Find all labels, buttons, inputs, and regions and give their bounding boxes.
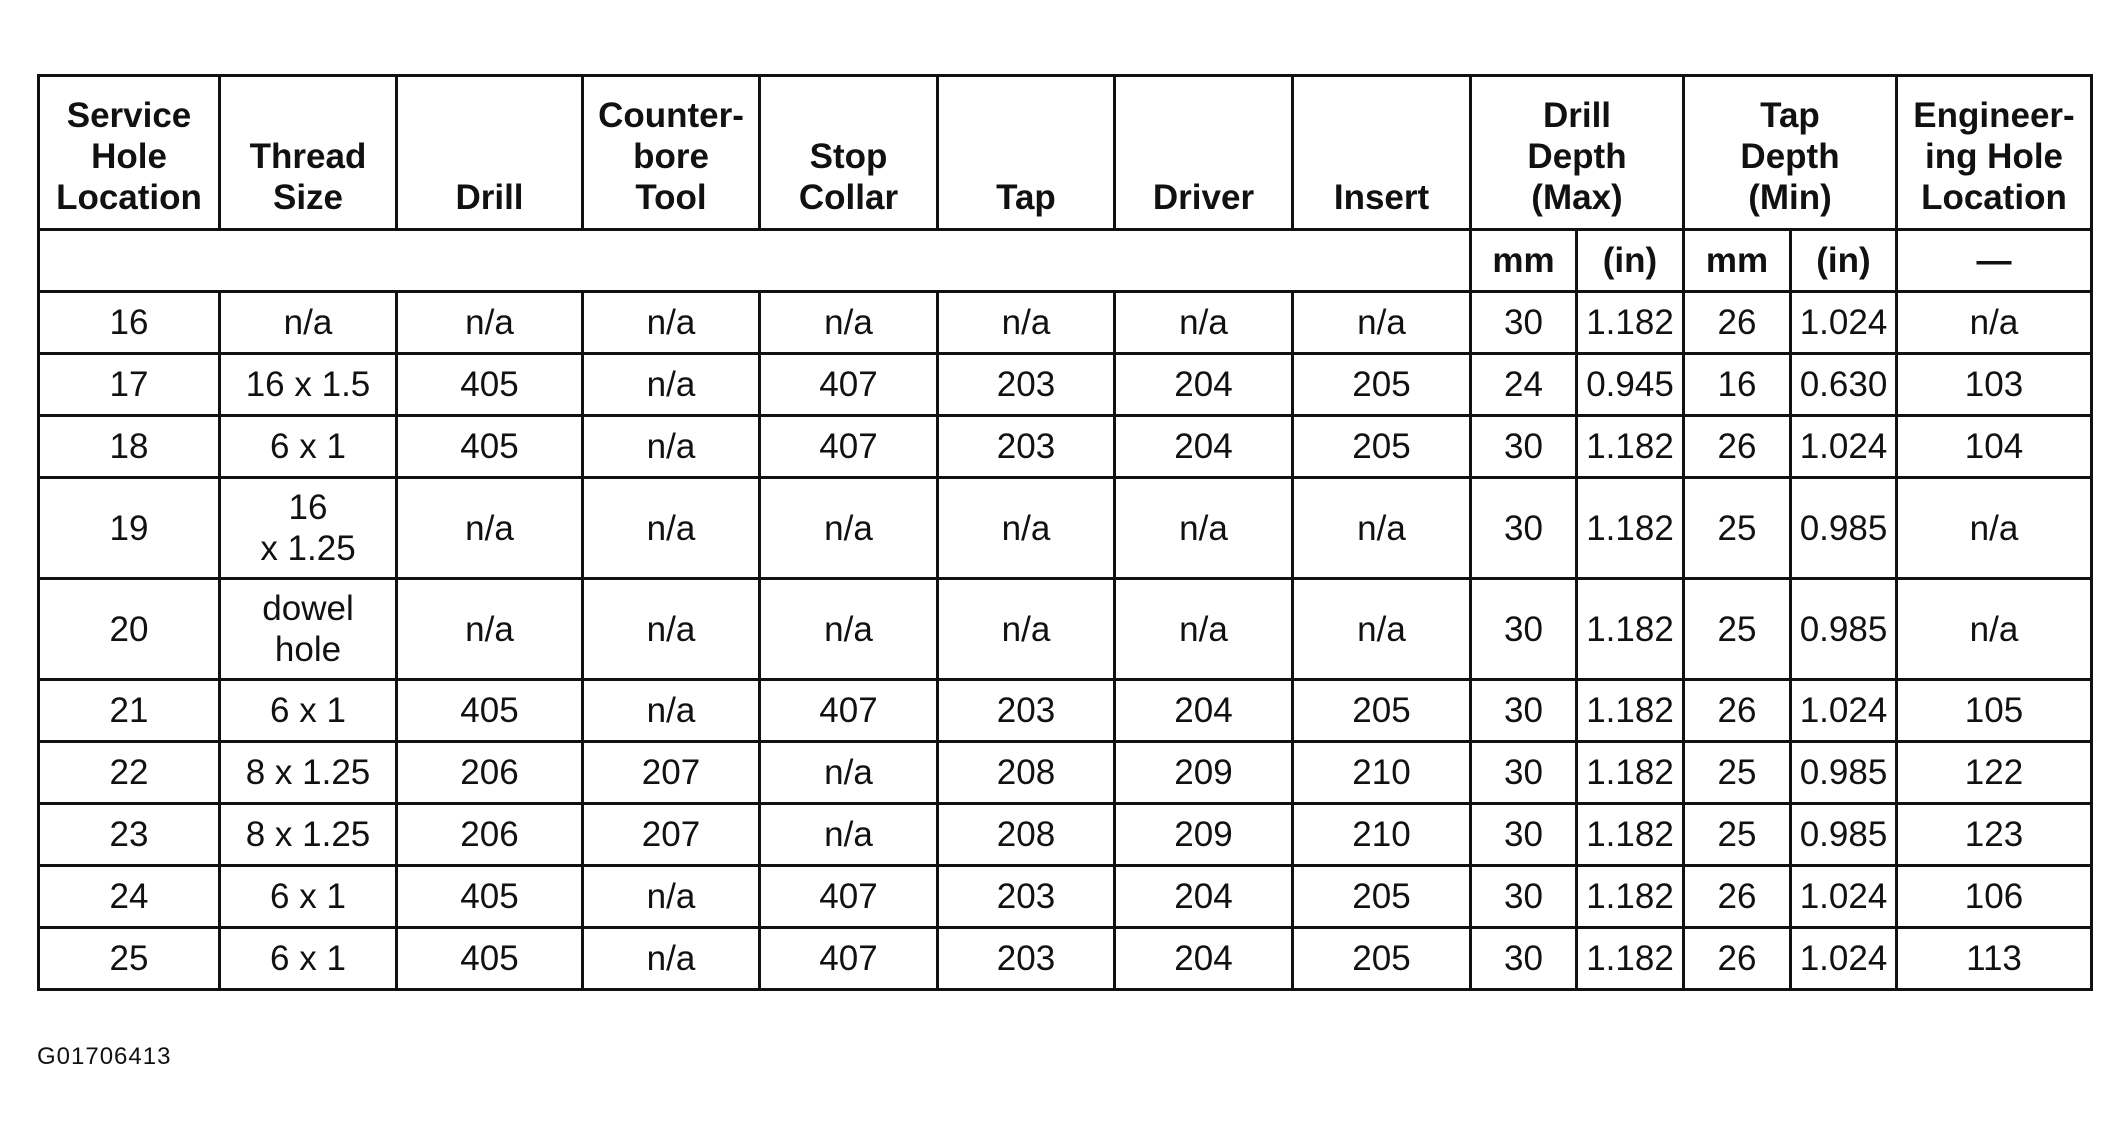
cell-engineering-hole-location: 105: [1897, 680, 2092, 742]
cell-insert: n/a: [1293, 292, 1471, 354]
table-row: [39, 928, 2092, 990]
table-row: [39, 680, 2092, 742]
cell-counterbore-tool: n/a: [583, 928, 760, 990]
cell-drill-depth-in: 1.182: [1577, 478, 1684, 579]
cell-engineering-hole-location: 104: [1897, 416, 2092, 478]
cell-drill-depth-mm: 30: [1471, 928, 1577, 990]
header-driver: Driver: [1115, 76, 1293, 230]
cell-tap-depth-in: 0.985: [1791, 478, 1897, 579]
header-insert: Insert: [1293, 76, 1471, 230]
cell-drill-depth-in: 1.182: [1577, 742, 1684, 804]
cell-tap-depth-mm: 25: [1684, 742, 1791, 804]
unit-tap-depth-in: (in): [1791, 230, 1897, 292]
cell-insert: 205: [1293, 928, 1471, 990]
unit-drill-depth-mm: mm: [1471, 230, 1577, 292]
cell-drill-depth-mm: 24: [1471, 354, 1577, 416]
cell-tap-depth-in: 1.024: [1791, 680, 1897, 742]
cell-drill: n/a: [397, 478, 583, 579]
cell-thread-size: 6 x 1: [220, 416, 397, 478]
cell-thread-size: 6 x 1: [220, 866, 397, 928]
cell-service-hole-location: 25: [39, 928, 220, 990]
cell-stop-collar: 407: [760, 680, 938, 742]
table-row: [39, 579, 2092, 680]
cell-thread-size: 16 x 1.5: [220, 354, 397, 416]
cell-tap-depth-mm: 26: [1684, 928, 1791, 990]
cell-insert: 205: [1293, 680, 1471, 742]
cell-engineering-hole-location: 123: [1897, 804, 2092, 866]
cell-counterbore-tool: n/a: [583, 680, 760, 742]
header-drill-depth-max: Drill Depth (Max): [1471, 76, 1684, 230]
cell-stop-collar: n/a: [760, 478, 938, 579]
cell-tap-depth-mm: 26: [1684, 292, 1791, 354]
cell-tap-depth-in: 0.985: [1791, 579, 1897, 680]
header-service-hole-location: Service Hole Location: [39, 76, 220, 230]
cell-stop-collar: 407: [760, 928, 938, 990]
cell-drill: 405: [397, 416, 583, 478]
unit-engineering-dash: —: [1897, 230, 2092, 292]
cell-drill-depth-mm: 30: [1471, 680, 1577, 742]
cell-driver: 204: [1115, 866, 1293, 928]
cell-tap-depth-in: 1.024: [1791, 928, 1897, 990]
cell-drill-depth-mm: 30: [1471, 478, 1577, 579]
cell-stop-collar: 407: [760, 416, 938, 478]
header-stop-collar: Stop Collar: [760, 76, 938, 230]
cell-drill-depth-mm: 30: [1471, 804, 1577, 866]
cell-tap-depth-in: 1.024: [1791, 292, 1897, 354]
header-counterbore-tool: Counter- bore Tool: [583, 76, 760, 230]
cell-drill-depth-mm: 30: [1471, 579, 1577, 680]
cell-tap-depth-mm: 26: [1684, 416, 1791, 478]
cell-tap-depth-mm: 25: [1684, 804, 1791, 866]
cell-drill-depth-mm: 30: [1471, 866, 1577, 928]
cell-tap-depth-mm: 26: [1684, 680, 1791, 742]
cell-engineering-hole-location: 122: [1897, 742, 2092, 804]
cell-drill-depth-in: 1.182: [1577, 579, 1684, 680]
cell-engineering-hole-location: n/a: [1897, 478, 2092, 579]
cell-drill-depth-mm: 30: [1471, 292, 1577, 354]
cell-drill: 206: [397, 742, 583, 804]
table-row: [39, 478, 2092, 579]
header-engineering-hole-location: Engineer- ing Hole Location: [1897, 76, 2092, 230]
cell-counterbore-tool: 207: [583, 804, 760, 866]
cell-driver: n/a: [1115, 292, 1293, 354]
cell-driver: n/a: [1115, 579, 1293, 680]
cell-drill-depth-in: 1.182: [1577, 928, 1684, 990]
units-row: [39, 230, 2092, 292]
cell-tap: 203: [938, 416, 1115, 478]
cell-counterbore-tool: n/a: [583, 292, 760, 354]
cell-service-hole-location: 19: [39, 478, 220, 579]
cell-driver: 204: [1115, 928, 1293, 990]
cell-drill: 405: [397, 680, 583, 742]
table-body: [39, 230, 2092, 990]
cell-insert: 205: [1293, 866, 1471, 928]
cell-thread-size: 8 x 1.25: [220, 804, 397, 866]
cell-service-hole-location: 22: [39, 742, 220, 804]
cell-engineering-hole-location: n/a: [1897, 292, 2092, 354]
cell-drill: 405: [397, 354, 583, 416]
cell-drill-depth-in: 0.945: [1577, 354, 1684, 416]
cell-counterbore-tool: n/a: [583, 416, 760, 478]
cell-insert: n/a: [1293, 579, 1471, 680]
table-row: [39, 866, 2092, 928]
cell-tap: 208: [938, 804, 1115, 866]
cell-drill-depth-in: 1.182: [1577, 292, 1684, 354]
cell-service-hole-location: 20: [39, 579, 220, 680]
cell-driver: 209: [1115, 804, 1293, 866]
cell-tap: n/a: [938, 478, 1115, 579]
cell-service-hole-location: 21: [39, 680, 220, 742]
cell-tap-depth-mm: 25: [1684, 579, 1791, 680]
header-row: [39, 76, 2092, 230]
cell-stop-collar: n/a: [760, 292, 938, 354]
cell-service-hole-location: 24: [39, 866, 220, 928]
cell-counterbore-tool: 207: [583, 742, 760, 804]
cell-engineering-hole-location: 103: [1897, 354, 2092, 416]
cell-service-hole-location: 18: [39, 416, 220, 478]
cell-tap-depth-in: 1.024: [1791, 416, 1897, 478]
cell-engineering-hole-location: 106: [1897, 866, 2092, 928]
cell-tap-depth-mm: 16: [1684, 354, 1791, 416]
units-spacer-cell: [39, 230, 1471, 292]
cell-service-hole-location: 17: [39, 354, 220, 416]
cell-tap: 203: [938, 928, 1115, 990]
cell-insert: 205: [1293, 354, 1471, 416]
cell-tap-depth-in: 0.985: [1791, 742, 1897, 804]
table-row: [39, 354, 2092, 416]
cell-tap-depth-in: 0.630: [1791, 354, 1897, 416]
figure-id-caption: G01706413: [37, 1043, 172, 1070]
cell-tap-depth-mm: 25: [1684, 478, 1791, 579]
cell-counterbore-tool: n/a: [583, 354, 760, 416]
cell-driver: 204: [1115, 680, 1293, 742]
cell-thread-size: n/a: [220, 292, 397, 354]
cell-driver: 204: [1115, 354, 1293, 416]
table-row: [39, 804, 2092, 866]
cell-service-hole-location: 16: [39, 292, 220, 354]
cell-tap-depth-mm: 26: [1684, 866, 1791, 928]
cell-drill-depth-mm: 30: [1471, 742, 1577, 804]
cell-driver: n/a: [1115, 478, 1293, 579]
table-row: [39, 416, 2092, 478]
cell-drill: n/a: [397, 579, 583, 680]
cell-tap: 203: [938, 866, 1115, 928]
unit-tap-depth-mm: mm: [1684, 230, 1791, 292]
cell-counterbore-tool: n/a: [583, 579, 760, 680]
cell-counterbore-tool: n/a: [583, 866, 760, 928]
cell-insert: 205: [1293, 416, 1471, 478]
specification-table-container: [37, 74, 2093, 991]
cell-tap: 203: [938, 680, 1115, 742]
header-thread-size: Thread Size: [220, 76, 397, 230]
cell-drill-depth-mm: 30: [1471, 416, 1577, 478]
cell-driver: 209: [1115, 742, 1293, 804]
header-tap-depth-min: Tap Depth (Min): [1684, 76, 1897, 230]
cell-drill: 405: [397, 928, 583, 990]
cell-insert: n/a: [1293, 478, 1471, 579]
cell-thread-size: 8 x 1.25: [220, 742, 397, 804]
cell-drill-depth-in: 1.182: [1577, 416, 1684, 478]
cell-thread-size: 16 x 1.25: [220, 478, 397, 579]
cell-service-hole-location: 23: [39, 804, 220, 866]
cell-drill: 206: [397, 804, 583, 866]
cell-insert: 210: [1293, 742, 1471, 804]
table-row: [39, 292, 2092, 354]
cell-tap-depth-in: 1.024: [1791, 866, 1897, 928]
cell-drill: 405: [397, 866, 583, 928]
cell-tap: 203: [938, 354, 1115, 416]
cell-thread-size: dowel hole: [220, 579, 397, 680]
cell-stop-collar: n/a: [760, 804, 938, 866]
cell-tap: 208: [938, 742, 1115, 804]
cell-stop-collar: 407: [760, 866, 938, 928]
cell-drill-depth-in: 1.182: [1577, 680, 1684, 742]
service-hole-spec-table: [37, 74, 2093, 991]
cell-stop-collar: 407: [760, 354, 938, 416]
header-tap: Tap: [938, 76, 1115, 230]
cell-drill-depth-in: 1.182: [1577, 804, 1684, 866]
cell-stop-collar: n/a: [760, 579, 938, 680]
cell-tap-depth-in: 0.985: [1791, 804, 1897, 866]
cell-thread-size: 6 x 1: [220, 680, 397, 742]
cell-drill: n/a: [397, 292, 583, 354]
cell-thread-size: 6 x 1: [220, 928, 397, 990]
cell-engineering-hole-location: n/a: [1897, 579, 2092, 680]
unit-drill-depth-in: (in): [1577, 230, 1684, 292]
table-row: [39, 742, 2092, 804]
cell-counterbore-tool: n/a: [583, 478, 760, 579]
cell-engineering-hole-location: 113: [1897, 928, 2092, 990]
cell-tap: n/a: [938, 292, 1115, 354]
cell-driver: 204: [1115, 416, 1293, 478]
header-drill: Drill: [397, 76, 583, 230]
cell-drill-depth-in: 1.182: [1577, 866, 1684, 928]
cell-insert: 210: [1293, 804, 1471, 866]
cell-tap: n/a: [938, 579, 1115, 680]
cell-stop-collar: n/a: [760, 742, 938, 804]
